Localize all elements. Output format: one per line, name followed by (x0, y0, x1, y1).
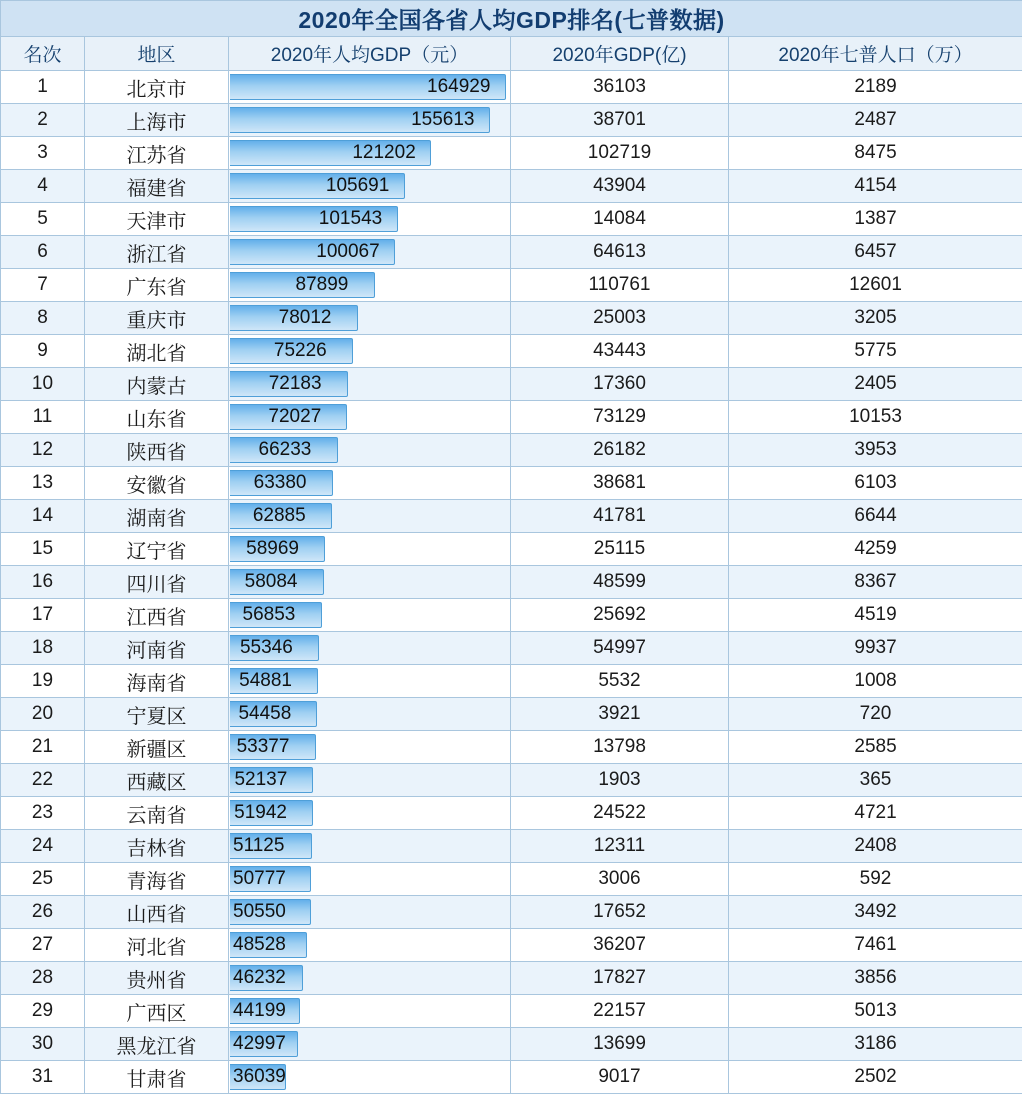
cell-rank: 5 (1, 203, 85, 236)
cell-region: 西藏区 (85, 764, 229, 797)
cell-percapita-gdp (229, 830, 511, 863)
cell-rank: 8 (1, 302, 85, 335)
table-row (1, 764, 1022, 797)
cell-gdp: 25115 (511, 533, 729, 566)
cell-percapita-gdp (229, 302, 511, 335)
cell-population: 8475 (729, 137, 1022, 170)
cell-percapita-gdp (229, 104, 511, 137)
bar-value-label: 50777 (233, 868, 286, 889)
cell-gdp: 43443 (511, 335, 729, 368)
table-row (1, 632, 1022, 665)
table-row (1, 995, 1022, 1028)
cell-gdp: 3921 (511, 698, 729, 731)
bar-value-label: 72027 (268, 406, 322, 427)
cell-gdp: 64613 (511, 236, 729, 269)
table-row (1, 104, 1022, 137)
table-row (1, 335, 1022, 368)
table-row (1, 698, 1022, 731)
cell-percapita-gdp (229, 137, 511, 170)
cell-gdp: 38681 (511, 467, 729, 500)
cell-percapita-gdp (229, 236, 511, 269)
cell-gdp: 22157 (511, 995, 729, 1028)
cell-rank: 25 (1, 863, 85, 896)
cell-rank: 22 (1, 764, 85, 797)
cell-region: 湖北省 (85, 335, 229, 368)
cell-rank: 27 (1, 929, 85, 962)
cell-percapita-gdp (229, 962, 511, 995)
cell-percapita-gdp (229, 863, 511, 896)
cell-population: 2487 (729, 104, 1022, 137)
cell-percapita-gdp (229, 269, 511, 302)
cell-region: 云南省 (85, 797, 229, 830)
cell-percapita-gdp (229, 566, 511, 599)
cell-rank: 7 (1, 269, 85, 302)
cell-rank: 24 (1, 830, 85, 863)
bar-value-label: 53377 (236, 736, 290, 757)
bar-value-label: 36039 (233, 1066, 286, 1087)
cell-region: 天津市 (85, 203, 229, 236)
cell-region: 甘肃省 (85, 1061, 229, 1094)
cell-rank: 17 (1, 599, 85, 632)
bar-value-label: 51942 (234, 802, 287, 823)
cell-population: 9937 (729, 632, 1022, 665)
bar-value-label: 58084 (244, 571, 298, 592)
cell-rank: 29 (1, 995, 85, 1028)
table-row (1, 368, 1022, 401)
cell-rank: 9 (1, 335, 85, 368)
bar-value-label: 75226 (273, 340, 327, 361)
cell-region: 安徽省 (85, 467, 229, 500)
cell-population: 2502 (729, 1061, 1022, 1094)
cell-percapita-gdp (229, 368, 511, 401)
table-row (1, 962, 1022, 995)
bar-value-label: 55346 (239, 637, 293, 658)
cell-population: 592 (729, 863, 1022, 896)
bar-value-label: 48528 (233, 934, 286, 955)
column-header-gdp: 2020年GDP(亿) (511, 37, 729, 71)
cell-rank: 10 (1, 368, 85, 401)
table-row (1, 566, 1022, 599)
cell-percapita-gdp (229, 170, 511, 203)
cell-population: 3492 (729, 896, 1022, 929)
cell-gdp: 36103 (511, 71, 729, 104)
cell-region: 福建省 (85, 170, 229, 203)
cell-population: 2408 (729, 830, 1022, 863)
cell-population: 1387 (729, 203, 1022, 236)
cell-gdp: 13699 (511, 1028, 729, 1061)
bar-value-label: 44199 (233, 1000, 286, 1021)
cell-gdp: 36207 (511, 929, 729, 962)
table-row (1, 929, 1022, 962)
cell-gdp: 13798 (511, 731, 729, 764)
cell-percapita-gdp (229, 995, 511, 1028)
cell-rank: 2 (1, 104, 85, 137)
cell-region: 浙江省 (85, 236, 229, 269)
cell-rank: 23 (1, 797, 85, 830)
cell-rank: 4 (1, 170, 85, 203)
cell-population: 7461 (729, 929, 1022, 962)
cell-region: 新疆区 (85, 731, 229, 764)
cell-gdp: 25003 (511, 302, 729, 335)
table-header (1, 1, 1022, 71)
cell-percapita-gdp (229, 203, 511, 236)
cell-region: 江苏省 (85, 137, 229, 170)
cell-region: 山西省 (85, 896, 229, 929)
cell-region: 河南省 (85, 632, 229, 665)
bar-value-label: 101543 (318, 208, 383, 229)
cell-gdp: 17360 (511, 368, 729, 401)
cell-region: 陕西省 (85, 434, 229, 467)
table-row (1, 863, 1022, 896)
bar-value-label: 105691 (325, 175, 390, 196)
cell-percapita-gdp (229, 434, 511, 467)
cell-region: 广西区 (85, 995, 229, 1028)
cell-gdp: 41781 (511, 500, 729, 533)
cell-region: 江西省 (85, 599, 229, 632)
cell-region: 河北省 (85, 929, 229, 962)
cell-population: 3186 (729, 1028, 1022, 1061)
cell-population: 4721 (729, 797, 1022, 830)
cell-gdp: 9017 (511, 1061, 729, 1094)
cell-region: 宁夏区 (85, 698, 229, 731)
cell-percapita-gdp (229, 1061, 511, 1094)
cell-gdp: 38701 (511, 104, 729, 137)
cell-population: 365 (729, 764, 1022, 797)
cell-gdp: 12311 (511, 830, 729, 863)
bar-value-label: 78012 (278, 307, 332, 328)
table-row (1, 302, 1022, 335)
cell-rank: 26 (1, 896, 85, 929)
cell-percapita-gdp (229, 401, 511, 434)
cell-population: 6103 (729, 467, 1022, 500)
cell-gdp: 24522 (511, 797, 729, 830)
table-row (1, 1028, 1022, 1061)
bar-value-label: 121202 (352, 142, 416, 163)
cell-gdp: 1903 (511, 764, 729, 797)
bar-value-label: 58969 (246, 538, 299, 559)
table-body (1, 71, 1022, 1094)
cell-rank: 16 (1, 566, 85, 599)
bar-value-label: 42997 (233, 1033, 286, 1054)
cell-population: 1008 (729, 665, 1022, 698)
cell-rank: 1 (1, 71, 85, 104)
cell-percapita-gdp (229, 665, 511, 698)
table-row (1, 533, 1022, 566)
table-row (1, 896, 1022, 929)
bar-value-label: 62885 (252, 505, 306, 526)
cell-percapita-gdp (229, 599, 511, 632)
bar-value-label: 51125 (233, 835, 285, 856)
table-row (1, 797, 1022, 830)
cell-region: 内蒙古 (85, 368, 229, 401)
cell-rank: 6 (1, 236, 85, 269)
cell-percapita-gdp (229, 71, 511, 104)
cell-rank: 18 (1, 632, 85, 665)
cell-percapita-gdp (229, 467, 511, 500)
cell-region: 四川省 (85, 566, 229, 599)
cell-population: 4259 (729, 533, 1022, 566)
cell-population: 2585 (729, 731, 1022, 764)
cell-percapita-gdp (229, 929, 511, 962)
table-row (1, 434, 1022, 467)
cell-region: 吉林省 (85, 830, 229, 863)
cell-percapita-gdp (229, 698, 511, 731)
cell-gdp: 3006 (511, 863, 729, 896)
bar-value-label: 46232 (233, 967, 286, 988)
table-row (1, 665, 1022, 698)
cell-population: 720 (729, 698, 1022, 731)
column-header-rank: 名次 (1, 37, 85, 71)
bar-value-label: 54881 (239, 670, 292, 691)
bar-value-label: 54458 (238, 703, 292, 724)
cell-gdp: 102719 (511, 137, 729, 170)
cell-rank: 3 (1, 137, 85, 170)
cell-rank: 11 (1, 401, 85, 434)
cell-gdp: 54997 (511, 632, 729, 665)
table-row (1, 1061, 1022, 1094)
cell-rank: 12 (1, 434, 85, 467)
cell-population: 10153 (729, 401, 1022, 434)
cell-percapita-gdp (229, 500, 511, 533)
cell-rank: 28 (1, 962, 85, 995)
bar-value-label: 155613 (411, 109, 475, 130)
cell-rank: 15 (1, 533, 85, 566)
cell-region: 上海市 (85, 104, 229, 137)
cell-population: 4154 (729, 170, 1022, 203)
cell-gdp: 26182 (511, 434, 729, 467)
cell-gdp: 73129 (511, 401, 729, 434)
cell-population: 12601 (729, 269, 1022, 302)
cell-gdp: 17652 (511, 896, 729, 929)
cell-population: 2405 (729, 368, 1022, 401)
cell-region: 辽宁省 (85, 533, 229, 566)
bar-value-label: 100067 (316, 241, 380, 262)
cell-region: 重庆市 (85, 302, 229, 335)
cell-rank: 14 (1, 500, 85, 533)
cell-rank: 31 (1, 1061, 85, 1094)
table-row (1, 500, 1022, 533)
cell-region: 青海省 (85, 863, 229, 896)
column-header-population: 2020年七普人口（万） (729, 37, 1022, 71)
column-header-percapita-gdp: 2020年人均GDP（元） (229, 37, 511, 71)
cell-rank: 13 (1, 467, 85, 500)
cell-percapita-gdp (229, 731, 511, 764)
cell-region: 北京市 (85, 71, 229, 104)
table-row (1, 203, 1022, 236)
column-header-region: 地区 (85, 37, 229, 71)
cell-gdp: 48599 (511, 566, 729, 599)
cell-region: 山东省 (85, 401, 229, 434)
cell-gdp: 43904 (511, 170, 729, 203)
cell-gdp: 5532 (511, 665, 729, 698)
cell-region: 海南省 (85, 665, 229, 698)
cell-percapita-gdp (229, 896, 511, 929)
bar-value-label: 66233 (258, 439, 312, 460)
cell-gdp: 110761 (511, 269, 729, 302)
cell-rank: 21 (1, 731, 85, 764)
table-row (1, 731, 1022, 764)
table-row (1, 71, 1022, 104)
cell-population: 8367 (729, 566, 1022, 599)
cell-percapita-gdp (229, 797, 511, 830)
table-row (1, 170, 1022, 203)
table-row (1, 467, 1022, 500)
cell-population: 4519 (729, 599, 1022, 632)
bar-value-label: 164929 (427, 76, 491, 97)
table-row (1, 599, 1022, 632)
cell-rank: 20 (1, 698, 85, 731)
cell-region: 贵州省 (85, 962, 229, 995)
table-row (1, 401, 1022, 434)
cell-population: 3205 (729, 302, 1022, 335)
page-title: 2020年全国各省人均GDP排名(七普数据) (1, 1, 1022, 37)
cell-region: 黑龙江省 (85, 1028, 229, 1061)
table-row (1, 236, 1022, 269)
cell-population: 3953 (729, 434, 1022, 467)
cell-rank: 30 (1, 1028, 85, 1061)
cell-population: 5775 (729, 335, 1022, 368)
bar-value-label: 72183 (268, 373, 322, 394)
cell-percapita-gdp (229, 632, 511, 665)
cell-region: 湖南省 (85, 500, 229, 533)
cell-percapita-gdp (229, 764, 511, 797)
bar-value-label: 56853 (242, 604, 296, 625)
cell-region: 广东省 (85, 269, 229, 302)
bar-value-label: 50550 (233, 901, 286, 922)
cell-population: 6457 (729, 236, 1022, 269)
bar-value-label: 63380 (253, 472, 307, 493)
cell-percapita-gdp (229, 533, 511, 566)
bar-value-label: 52137 (234, 769, 288, 790)
cell-population: 2189 (729, 71, 1022, 104)
bar-value-label: 87899 (295, 274, 349, 295)
cell-population: 5013 (729, 995, 1022, 1028)
cell-percapita-gdp (229, 335, 511, 368)
cell-gdp: 14084 (511, 203, 729, 236)
table-row (1, 137, 1022, 170)
table-row (1, 830, 1022, 863)
cell-gdp: 25692 (511, 599, 729, 632)
cell-population: 3856 (729, 962, 1022, 995)
cell-gdp: 17827 (511, 962, 729, 995)
cell-population: 6644 (729, 500, 1022, 533)
cell-rank: 19 (1, 665, 85, 698)
table-row (1, 269, 1022, 302)
cell-percapita-gdp (229, 1028, 511, 1061)
